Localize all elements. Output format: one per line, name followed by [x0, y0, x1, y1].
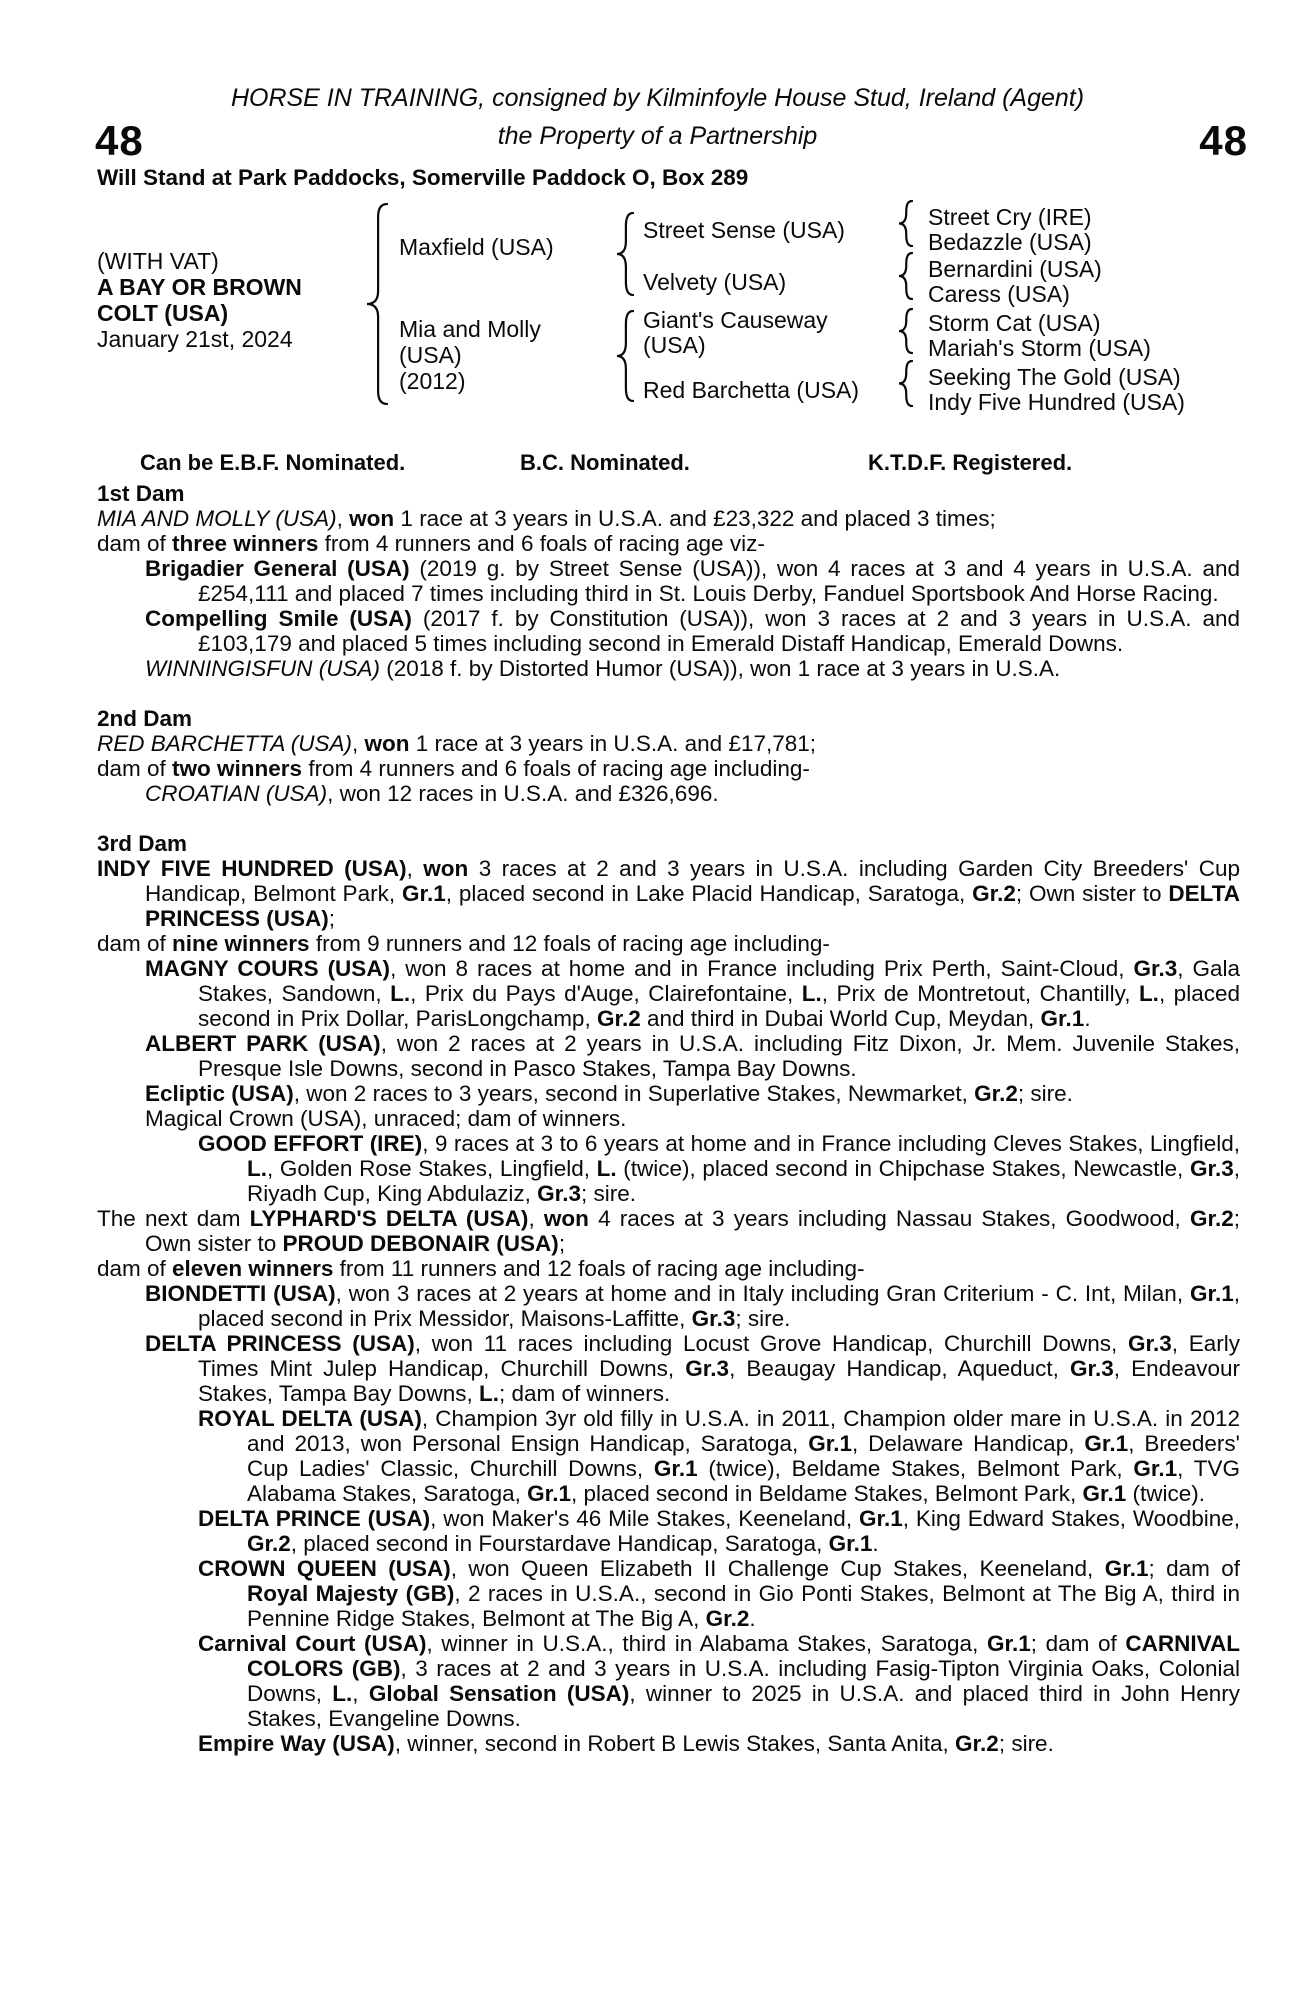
lot-number-left: 48 [95, 117, 144, 164]
emphasized-text-run: L. [1138, 981, 1159, 1006]
pedigree-paragraph [97, 1256, 1240, 1281]
emphasized-text-run: Gr.3 [537, 1181, 581, 1206]
emphasized-text-run: Gr.3 [1070, 1356, 1114, 1381]
text-run: , 3 races at 2 and 3 years in U.S.A. including Fasig-Tipton Virginia Oaks, Colonial Downs, [247, 1656, 1240, 1706]
emphasized-text-run: Gr.3 [691, 1306, 736, 1331]
pedigree-paragraph [97, 856, 1240, 931]
pedigree-paragraph [97, 781, 1240, 806]
gen3-name: Street Cry (IRE) [928, 204, 1092, 230]
text-run: . [749, 1606, 756, 1631]
grandsire-name: Street Sense (USA) [643, 217, 845, 243]
emphasized-text-run: Gr.2 [955, 1731, 999, 1756]
text-run: from 11 runners and 12 foals of racing age including- [333, 1256, 865, 1281]
emphasized-text-run: DELTA PRINCE (USA) [198, 1506, 431, 1531]
emphasized-text-run: Carnival Court (USA) [198, 1631, 427, 1656]
gen3-name: Seeking The Gold (USA) [928, 364, 1181, 390]
pedigree-brace-main [366, 203, 388, 405]
dam-name-suffix: (USA) [399, 342, 462, 368]
gen3-name: Caress (USA) [928, 281, 1070, 307]
text-run: ; sire. [1017, 1081, 1073, 1106]
text-run: (2019 g. by Street Sense (USA)), won 4 races at 3 and 4 years in U.S.A. and £254,111 and placed 7 times including third in St. Louis Derby, Fanduel Sportsbook And Horse Racing. [198, 556, 1240, 606]
text-run: , Champion 3yr old filly in U.S.A. in 2011, Champion older mare in U.S.A. in 2012 and 2013, won Personal Ensign Handicap, Saratoga, [247, 1406, 1241, 1456]
text-run: dam of [97, 931, 173, 956]
text-run: , winner, second in Robert B Lewis Stakes, Santa Anita, [394, 1731, 956, 1756]
text-run: , placed second in Fourstardave Handicap, Saratoga, [290, 1531, 829, 1556]
text-run: dam of [97, 756, 173, 781]
dam-section-heading: 3rd Dam [97, 831, 188, 856]
pedigree-brace-g3-2 [898, 252, 913, 300]
text-run: , Endeavour Stakes, Tampa Bay Downs, [198, 1356, 1240, 1406]
emphasized-text-run: CROATIAN (USA) [145, 781, 328, 806]
text-run: 1 race at 3 years in U.S.A. and £17,781; [409, 731, 817, 756]
emphasized-text-run: Gr.3 [685, 1356, 730, 1381]
text-run: ; dam of [1030, 1631, 1126, 1656]
text-run: ; dam of [1148, 1556, 1240, 1581]
emphasized-text-run: LYPHARD'S DELTA (USA) [249, 1206, 529, 1231]
text-run: , Delaware Handicap, [851, 1431, 1085, 1456]
emphasized-text-run: won [349, 506, 395, 531]
text-run: , winner to 2025 in U.S.A. and placed third in John Henry Stakes, Evangeline Downs. [247, 1681, 1241, 1731]
pedigree-paragraph [97, 656, 1240, 681]
pedigree-paragraph [97, 731, 1240, 756]
pedigree-paragraph [97, 1406, 1240, 1506]
emphasized-text-run: Gr.1 [527, 1481, 571, 1506]
damsire-name-suffix: (USA) [643, 332, 706, 358]
gen3-name: Storm Cat (USA) [928, 310, 1101, 336]
pedigree-paragraph [97, 556, 1240, 606]
dam-name: Mia and Molly [399, 316, 541, 342]
emphasized-text-run: nine winners [172, 931, 310, 956]
consignor-line: HORSE IN TRAINING, consigned by Kilminfoyle House Stud, Ireland (Agent) [230, 84, 1085, 112]
emphasized-text-run: BIONDETTI (USA) [145, 1281, 336, 1306]
pedigree-brace-g3-1 [898, 200, 913, 247]
emphasized-text-run: L. [478, 1381, 499, 1406]
text-run: , Riyadh Cup, King Abdulaziz, [247, 1156, 1240, 1206]
text-run: ; Own sister to [1015, 881, 1169, 906]
text-run: 4 races at 3 years including Nassau Stakes, Goodwood, [588, 1206, 1190, 1231]
text-run: (2018 f. by Distorted Humor (USA)), won 1 race at 3 years in U.S.A. [380, 656, 1061, 681]
emphasized-text-run: ROYAL DELTA (USA) [198, 1406, 422, 1431]
dam-section-heading: 2nd Dam [97, 706, 193, 731]
emphasized-text-run: RED BARCHETTA (USA) [97, 731, 353, 756]
gen3-name: Mariah's Storm (USA) [928, 335, 1151, 361]
vat-note: (WITH VAT) [97, 248, 219, 274]
emphasized-text-run: Gr.1 [986, 1631, 1031, 1656]
pedigree-paragraph [97, 1081, 1240, 1106]
emphasized-text-run: L. [247, 1156, 267, 1181]
text-run: , won Queen Elizabeth II Challenge Cup Stakes, Keeneland, [450, 1556, 1105, 1581]
emphasized-text-run: Gr.1 [1189, 1281, 1234, 1306]
bc-nomination: B.C. Nominated. [520, 450, 690, 475]
pedigree-paragraph [97, 1206, 1240, 1256]
emphasized-text-run: Gr.1 [858, 1506, 903, 1531]
emphasized-text-run: Gr.1 [1133, 1456, 1178, 1481]
damsire-name: Giant's Causeway [643, 307, 828, 333]
pedigree-paragraph [97, 606, 1240, 656]
emphasized-text-run: WINNINGISFUN (USA) [145, 656, 380, 681]
emphasized-text-run: CARNIVAL COLORS (GB) [247, 1631, 1240, 1681]
text-run: Magical Crown (USA), unraced; dam of winners. [145, 1106, 627, 1131]
emphasized-text-run: Gr.2 [974, 1081, 1018, 1106]
emphasized-text-run: Gr.1 [1082, 1481, 1127, 1506]
text-run: , winner in U.S.A., third in Alabama Stakes, Saratoga, [426, 1631, 987, 1656]
emphasized-text-run: Gr.2 [1189, 1206, 1234, 1231]
text-run: ; [328, 906, 336, 931]
pedigree-brace-sire [616, 212, 634, 296]
emphasized-text-run: Gr.2 [972, 881, 1016, 906]
text-run: . [1084, 1006, 1091, 1031]
emphasized-text-run: Gr.1 [808, 1431, 852, 1456]
text-run: , won Maker's 46 Mile Stakes, Keeneland, [430, 1506, 859, 1531]
text-run: (2017 f. by Constitution (USA)), won 3 races at 2 and 3 years in U.S.A. and £103,179 and placed 5 times including second in Emerald Distaff Handicap, Emerald Downs. [198, 606, 1240, 656]
pedigree-paragraph [97, 1106, 1240, 1131]
text-run: . [872, 1531, 879, 1556]
horse-description-line1: A BAY OR BROWN [97, 274, 302, 300]
text-run: , [352, 1681, 369, 1706]
ebf-nomination: Can be E.B.F. Nominated. [140, 450, 406, 475]
emphasized-text-run: L. [332, 1681, 353, 1706]
text-run: , Breeders' Cup Ladies' Classic, Churchill Downs, [247, 1431, 1240, 1481]
emphasized-text-run: INDY FIVE HUNDRED (USA) [97, 856, 407, 881]
pedigree-brace-dam [616, 310, 634, 402]
text-run: ; sire. [735, 1306, 791, 1331]
granddam-name: Velvety (USA) [643, 269, 787, 295]
text-run: , placed second in Prix Messidor, Maisons-Laffitte, [198, 1281, 1240, 1331]
pedigree-text-body [97, 481, 1240, 1756]
emphasized-text-run: L. [390, 981, 411, 1006]
pedigree-brace-g3-4 [898, 360, 913, 407]
text-run: 1 race at 3 years in U.S.A. and £23,322 and placed 3 times; [394, 506, 996, 531]
text-run: , TVG Alabama Stakes, Saratoga, [247, 1456, 1240, 1506]
text-run: dam of [97, 1256, 173, 1281]
emphasized-text-run: won [364, 731, 410, 756]
emphasized-text-run: won [543, 1206, 589, 1231]
text-run: , placed second in Lake Placid Handicap, Saratoga, [445, 881, 973, 906]
text-run: , [528, 1206, 544, 1231]
emphasized-text-run: eleven winners [172, 1256, 334, 1281]
text-run: , Prix de Montretout, Chantilly, [821, 981, 1139, 1006]
emphasized-text-run: Empire Way (USA) [198, 1731, 395, 1756]
text-run: , Gala Stakes, Sandown, [198, 956, 1240, 1006]
emphasized-text-run: Gr.3 [1128, 1331, 1172, 1356]
emphasized-text-run: Gr.3 [1189, 1156, 1234, 1181]
text-run: ; Own sister to [145, 1206, 1240, 1256]
gen3-name: Indy Five Hundred (USA) [928, 389, 1185, 415]
text-run: (twice), placed second in Chipchase Stakes, Newcastle, [616, 1156, 1190, 1181]
emphasized-text-run: Gr.1 [828, 1531, 873, 1556]
emphasized-text-run: Gr.1 [1104, 1556, 1149, 1581]
text-run: , Beaugay Handicap, Aqueduct, [729, 1356, 1071, 1381]
text-run: from 4 runners and 6 foals of racing age viz- [318, 531, 765, 556]
text-run: , [336, 506, 350, 531]
second-dam-name: Red Barchetta (USA) [643, 377, 860, 403]
text-run: , 9 races at 3 to 6 years at home and in France including Cleves Stakes, Lingfield, [422, 1131, 1240, 1156]
pedigree-paragraph [97, 1556, 1240, 1631]
pedigree-paragraph [97, 1131, 1240, 1206]
text-run: (twice). [1126, 1481, 1206, 1506]
dam-year: (2012) [399, 368, 466, 394]
text-run: , won 11 races including Locust Grove Handicap, Churchill Downs, [414, 1331, 1128, 1356]
text-run: 3 races at 2 and 3 years in U.S.A. including Garden City Breeders' Cup Handicap, Belmont Park, [145, 856, 1240, 906]
lot-number-right: 48 [1199, 117, 1248, 164]
text-run: ; sire. [580, 1181, 636, 1206]
text-run: ; dam of winners. [498, 1381, 671, 1406]
text-run: (twice), Beldame Stakes, Belmont Park, [697, 1456, 1134, 1481]
pedigree-paragraph [97, 1031, 1240, 1081]
text-run: , won 3 races at 2 years at home and in Italy including Gran Criterium - C. Int, Milan, [335, 1281, 1190, 1306]
emphasized-text-run: Brigadier General (USA) [145, 556, 410, 581]
text-run: , King Edward Stakes, Woodbine, [902, 1506, 1241, 1531]
emphasized-text-run: Global Sensation (USA) [368, 1681, 630, 1706]
text-run: from 9 runners and 12 foals of racing age including- [309, 931, 830, 956]
text-run: The next dam [97, 1206, 250, 1231]
text-run: , [406, 856, 424, 881]
text-run: , won 8 races at home and in France including Prix Perth, Saint-Cloud, [390, 956, 1134, 981]
pedigree-paragraph [97, 1506, 1240, 1556]
emphasized-text-run: two winners [172, 756, 303, 781]
emphasized-text-run: L. [801, 981, 822, 1006]
emphasized-text-run: GOOD EFFORT (IRE) [198, 1131, 423, 1156]
emphasized-text-run: Gr.2 [705, 1606, 750, 1631]
emphasized-text-run: L. [596, 1156, 617, 1181]
pedigree-paragraph [97, 1631, 1240, 1731]
gen3-name: Bedazzle (USA) [928, 229, 1092, 255]
emphasized-text-run: Gr.3 [1133, 956, 1178, 981]
text-run: , Golden Rose Stakes, Lingfield, [267, 1156, 597, 1181]
emphasized-text-run: CROWN QUEEN (USA) [198, 1556, 451, 1581]
text-run: , won 2 races at 2 years in U.S.A. including Fitz Dixon, Jr. Mem. Juvenile Stakes, Presque Isle Downs, second in Pasco Stakes, Tampa Bay Downs. [198, 1031, 1240, 1081]
pedigree-paragraph [97, 531, 1240, 556]
emphasized-text-run: won [423, 856, 469, 881]
text-run: , won 2 races to 3 years, second in Superlative Stakes, Newmarket, [293, 1081, 975, 1106]
emphasized-text-run: Gr.2 [596, 1006, 641, 1031]
pedigree-paragraph [97, 506, 1240, 531]
emphasized-text-run: Gr.1 [1040, 1006, 1085, 1031]
gen3-name: Bernardini (USA) [928, 256, 1102, 282]
horse-description-line2: COLT (USA) [97, 300, 229, 326]
text-run: , [352, 731, 365, 756]
text-run: , Prix du Pays d'Auge, Clairefontaine, [410, 981, 802, 1006]
emphasized-text-run: DELTA PRINCESS (USA) [145, 1331, 415, 1356]
text-run: , Early Times Mint Julep Handicap, Churchill Downs, [198, 1331, 1241, 1381]
pedigree-paragraph [97, 1331, 1240, 1406]
pedigree-paragraph [97, 1731, 1240, 1756]
text-run: ; sire. [998, 1731, 1054, 1756]
emphasized-text-run: DELTA PRINCESS (USA) [145, 881, 1241, 931]
text-run: from 4 runners and 6 foals of racing age including- [302, 756, 810, 781]
emphasized-text-run: Royal Majesty (GB) [247, 1581, 455, 1606]
text-run: , placed second in Beldame Stakes, Belmont Park, [570, 1481, 1083, 1506]
emphasized-text-run: Ecliptic (USA) [145, 1081, 294, 1106]
pedigree-paragraph [97, 956, 1240, 1031]
dam-section-heading: 1st Dam [97, 481, 185, 506]
pedigree-paragraph [97, 1281, 1240, 1331]
emphasized-text-run: PROUD DEBONAIR (USA) [282, 1231, 559, 1256]
sire-name: Maxfield (USA) [399, 234, 554, 260]
ktdf-registration: K.T.D.F. Registered. [868, 450, 1073, 475]
emphasized-text-run: three winners [172, 531, 319, 556]
emphasized-text-run: Gr.2 [247, 1531, 291, 1556]
emphasized-text-run: Gr.1 [653, 1456, 698, 1481]
emphasized-text-run: MIA AND MOLLY (USA) [97, 506, 337, 531]
emphasized-text-run: ALBERT PARK (USA) [145, 1031, 381, 1056]
stand-location-line: Will Stand at Park Paddocks, Somerville Paddock O, Box 289 [97, 165, 749, 190]
text-run: dam of [97, 531, 173, 556]
emphasized-text-run: Gr.1 [1084, 1431, 1129, 1456]
text-run: , won 12 races in U.S.A. and £326,696. [327, 781, 719, 806]
text-run: and third in Dubai World Cup, Meydan, [640, 1006, 1041, 1031]
pedigree-paragraph [97, 931, 1240, 956]
property-line: the Property of a Partnership [497, 122, 818, 150]
emphasized-text-run: MAGNY COURS (USA) [145, 956, 391, 981]
text-run: , placed second in Prix Dollar, ParisLongchamp, [198, 981, 1240, 1031]
foaling-date: January 21st, 2024 [97, 326, 293, 352]
emphasized-text-run: Compelling Smile (USA) [145, 606, 412, 631]
text-run: , 2 races in U.S.A., second in Gio Ponti Stakes, Belmont at The Big A, third in Pennine Ridge Stakes, Belmont at The Big A, [247, 1581, 1240, 1631]
emphasized-text-run: Gr.1 [401, 881, 446, 906]
text-run: ; [558, 1231, 566, 1256]
pedigree-paragraph [97, 756, 1240, 781]
pedigree-brace-g3-3 [898, 308, 913, 354]
